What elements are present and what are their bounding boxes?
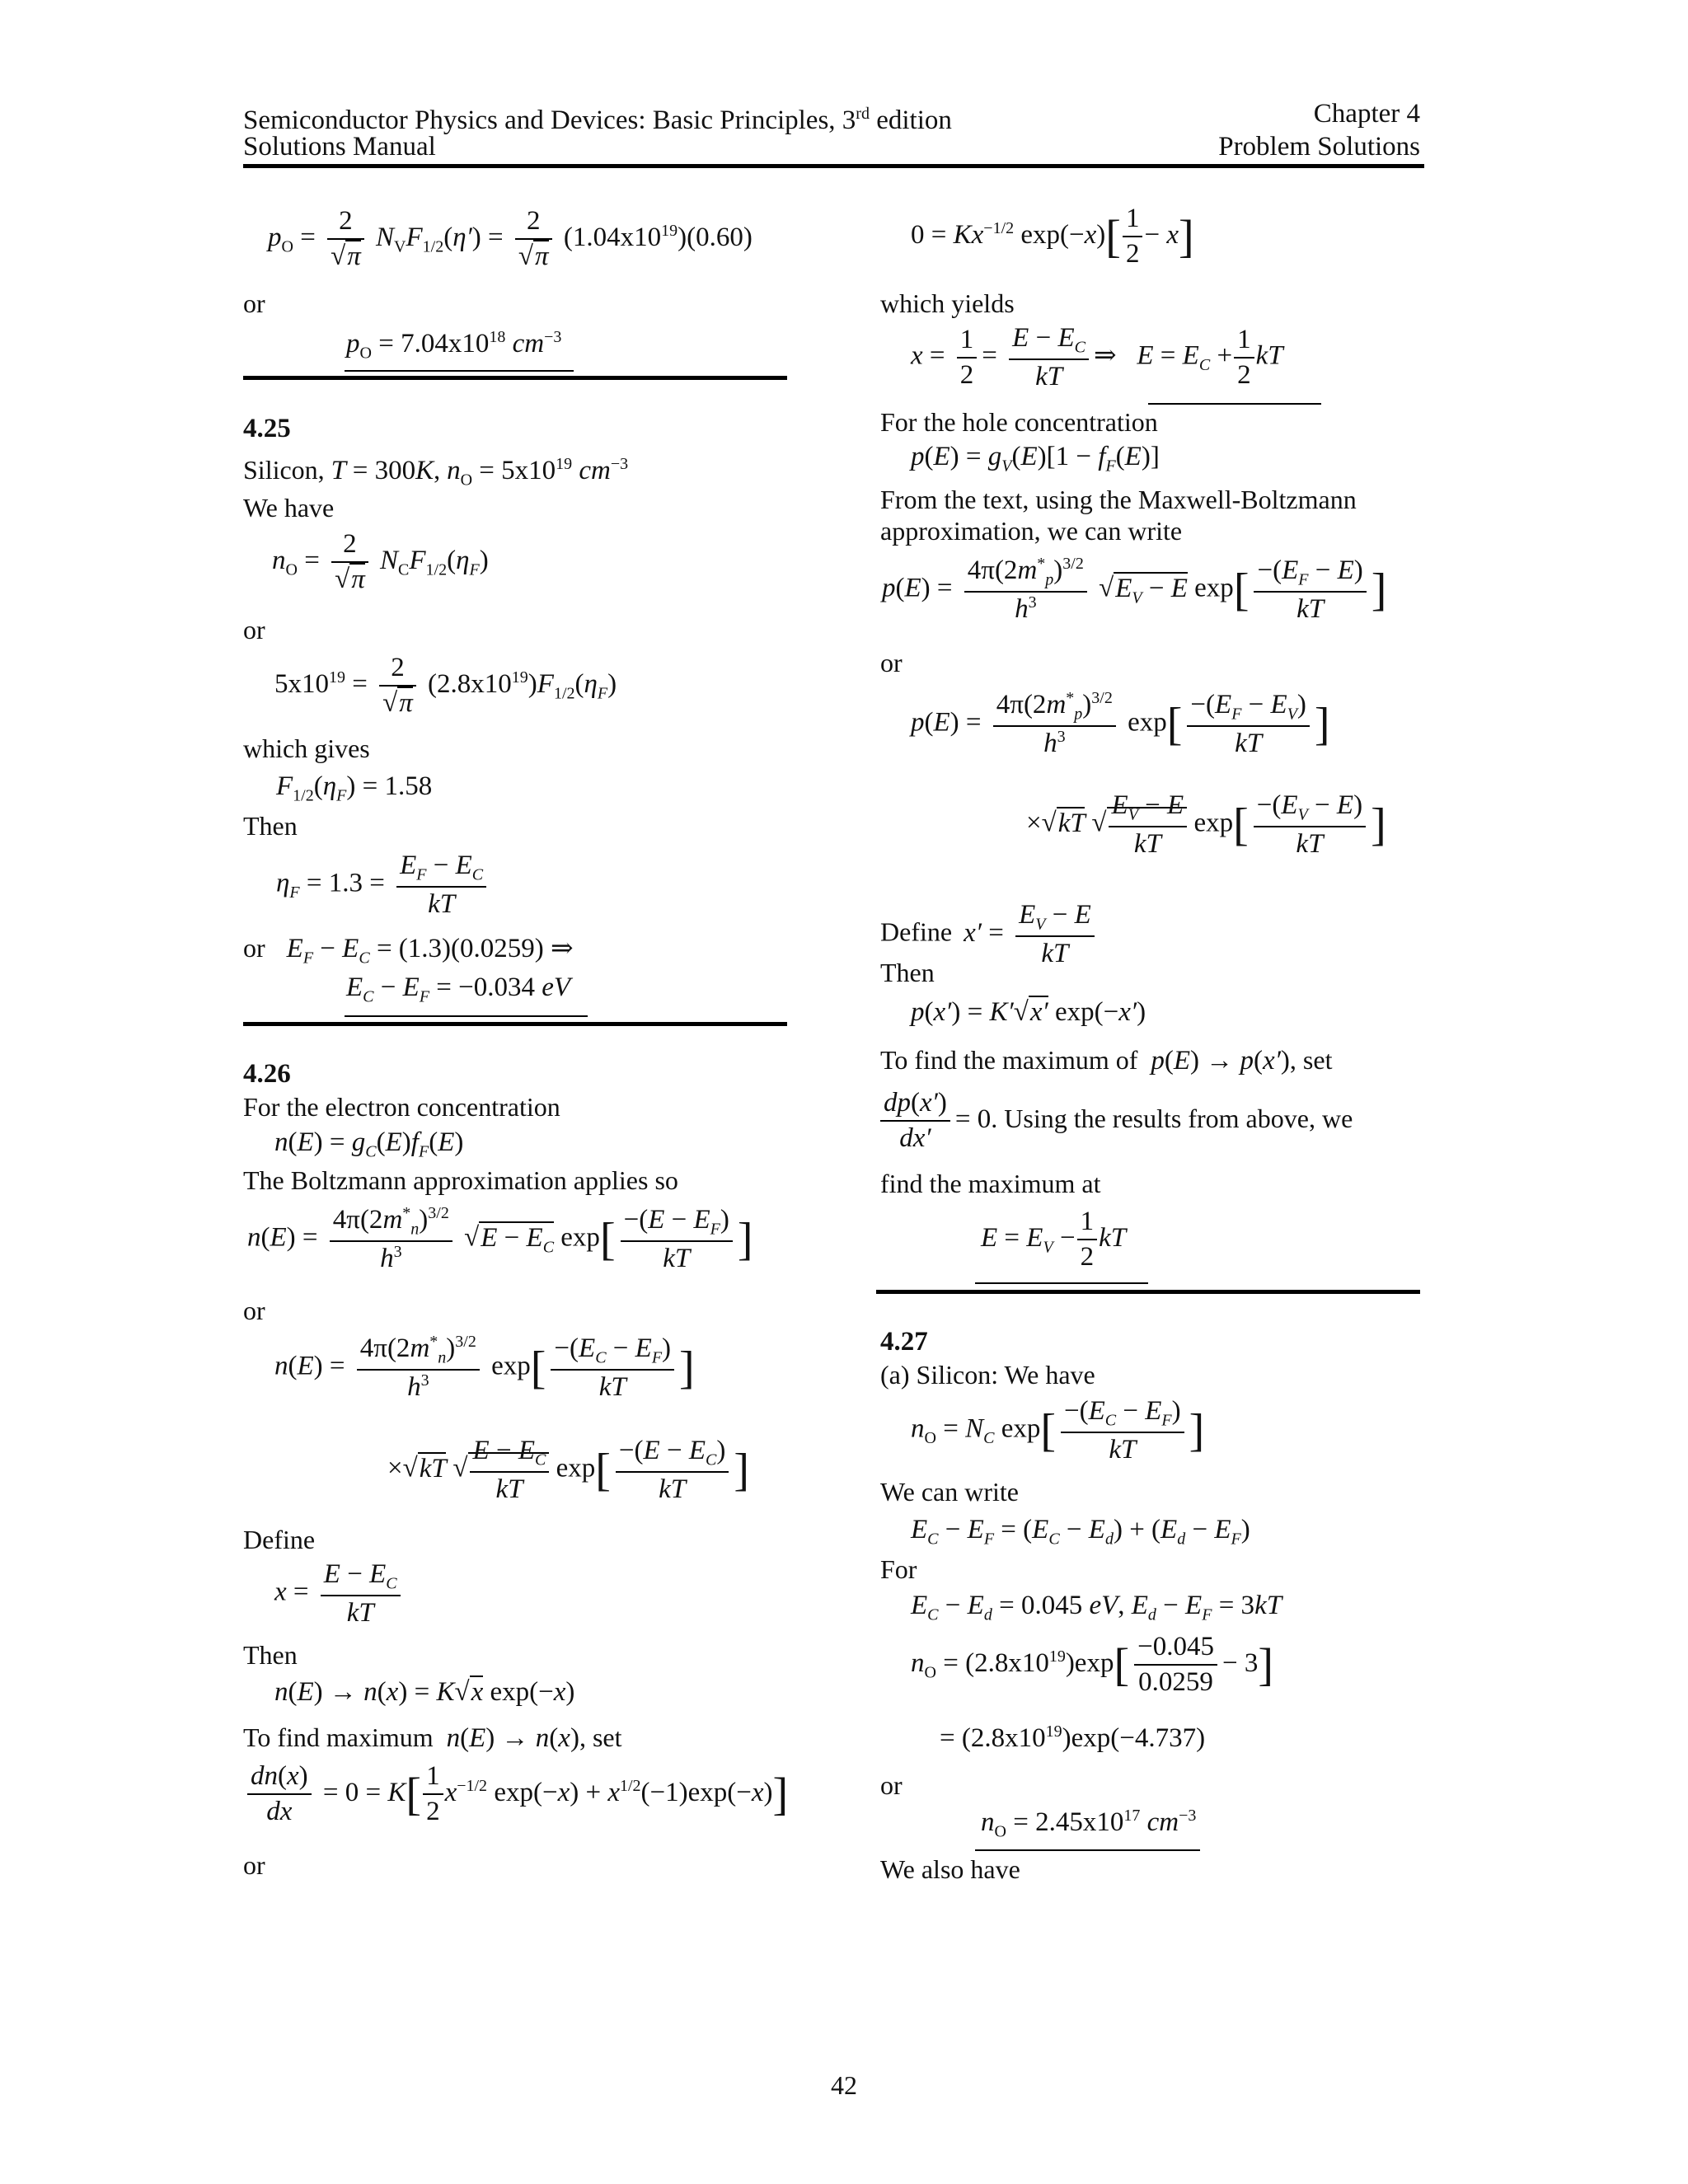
eq-no-numeric: $5x10^{19}$ = $\frac{2}{√\pi}$ $(2.8x10^{19})F_{1/2}(\eta_F)$ (274, 651, 617, 721)
eq-e-max-holes: $E = E_V$ − $\frac{1}{2}$ kT (981, 1205, 1126, 1275)
then-text: Then (880, 958, 935, 987)
or-text: or (880, 1770, 903, 1800)
eq-n-of-x: n(E) → n(x) = K√x exp(−x) (274, 1677, 575, 1707)
manual-subtitle: Solutions Manual (243, 132, 436, 162)
eq-eta-f: $\eta_F = 1.3$ = $\frac{E_F - E_C}{kT}$ (276, 849, 491, 921)
header-rule (243, 164, 1424, 168)
eq-ec-ef-result: $E_C - E_F = -0.034$ eV (346, 972, 571, 1006)
problem-separator (243, 376, 787, 380)
or-text: or (243, 288, 265, 318)
eq-fermi-value: $F_{1/2}(\eta_F) = 1.58$ (276, 771, 433, 805)
then-text: Then (243, 811, 298, 841)
eq-no-exp-value: = $(2.8x10^{19})\exp(-4.737)$ (940, 1722, 1206, 1753)
dp-dx-text: $\frac{dp(x')}{dx'}$ = 0. Using the results from above, we (880, 1086, 1353, 1156)
eq-n-of-e-expanded-cont: ×√kT √ $\frac{E - E_C}{kT}$ exp[ $\frac{-(E - E_C)}{kT}$ ] (387, 1434, 749, 1507)
eq-no-numeric-exp: $n_O = (2.8x10^{19})\exp$[ $\frac{-0.045}{0.0259}$ − 3] (911, 1630, 1273, 1700)
eq-ef-ec: or $E_F - E_C = (1.3)(0.0259)$ ⇒ (243, 933, 574, 968)
eq-define-x: x = $\frac{E - E_C}{kT}$ (274, 1558, 406, 1630)
eq-zero-derivative: $0 = Kx^{-1/2}$ exp(−x)[ $\frac{1}{2}$ − x] (911, 202, 1194, 272)
eq-no-result: $n_O = 2.45x10^{17}$ $cm^{-3}$ (981, 1807, 1197, 1841)
result-underline (975, 1282, 1148, 1284)
mb-text-line2: approximation, we can write (880, 516, 1183, 546)
define-text: Define (243, 1525, 316, 1554)
problem-number: 4.27 (880, 1327, 928, 1357)
electron-text: For the electron concentration (243, 1092, 560, 1122)
silicon-we-have-text: (a) Silicon: We have (880, 1360, 1095, 1390)
problem-number: 4.25 (243, 414, 291, 443)
or-text: or (243, 1850, 265, 1880)
problem-separator (243, 1022, 787, 1026)
eq-ec-ef-split: $E_C - E_F = (E_C - E_d) + (E_d - E_F)$ (911, 1515, 1250, 1549)
which-gives-text: which gives (243, 733, 370, 763)
eq-energy-levels: $E_C - E_d = 0.045$ eV, $E_d - E_F = 3kT$ (911, 1591, 1282, 1624)
given-conditions: Silicon, T = 300K, $n_O = 5x10^{19}$ $cm^{-3}$ (243, 455, 629, 490)
book-title: Semiconductor Physics and Devices: Basic Principles, 3rd edition (243, 105, 952, 135)
define-x-prime: Define x′ = $\frac{E_V - E}{kT}$ (880, 898, 1100, 971)
result-underline (975, 1849, 1200, 1851)
we-can-write-text: We can write (880, 1477, 1019, 1507)
we-have-text: We have (243, 493, 335, 523)
eq-dn-dx: $\frac{dn(x)}{dx}$ = 0 = K[ $\frac{1}{2}$ $x^{-1/2}$ $\exp(-x) + x^{1/2}(-1)\exp(-x)$] (247, 1760, 788, 1830)
or-text: or (880, 648, 903, 677)
eq-p-of-e-expanded-cont: ×√kT √ $\frac{E_V - E}{kT}$ exp[ $\frac{-(E_V - E)}{kT}$ ] (1026, 789, 1386, 861)
or-text: or (243, 1296, 265, 1325)
eq-n-of-e-full: n(E) = $\frac{4\pi(2m^*_n)^{3/2}}{h^3}$ $√E - E_C$ exp[ $\frac{-(E - E_F)}{kT}$ ] (247, 1203, 753, 1276)
problem-number: 4.26 (243, 1059, 291, 1089)
result-underline (345, 1015, 588, 1017)
eq-po-fermi-integral: $p_O$ = $\frac{2}{√\pi}$ $N_VF_{1/2}(\eta')$ = $\frac{2}{√\pi}$ $(1.04x10^{19})(0.60)$ (268, 204, 753, 274)
eq-n-of-e-expanded: n(E) = $\frac{4\pi(2m^*_n)^{3/2}}{h^3}$ exp[ $\frac{-(E_C - E_F)}{kT}$ ] (274, 1332, 695, 1404)
eq-no-fermi-integral: $n_O$ = $\frac{2}{√\pi}$ $N_CF_{1/2}(\eta_F)$ (272, 527, 489, 598)
eq-x-max: x = $\frac{1}{2}$ = $\frac{E - E_C}{kT}$ ⇒ $E = E_C$ + $\frac{1}{2}$ kT (911, 321, 1283, 394)
section-label: Problem Solutions (1218, 132, 1420, 162)
hole-text: For the hole concentration (880, 407, 1158, 437)
page-number: 42 (831, 2070, 857, 2100)
or-text: or (243, 615, 265, 644)
eq-p-of-x-prime: p(x′) = K′√x′ exp(−x′) (911, 997, 1146, 1027)
for-text: For (880, 1554, 917, 1584)
we-also-have-text: We also have (880, 1854, 1020, 1884)
eq-p-of-e: $p(E) = g_V(E)[1 - f_F(E)]$ (911, 442, 1160, 476)
which-yields-text: which yields (880, 288, 1015, 318)
find-max-of-text: To find the maximum of p(E) → p(x′), set (880, 1045, 1333, 1076)
eq-p-of-e-full: p(E) = $\frac{4\pi(2m^*_p)^{3/2}}{h^3}$ $√E_V - E$ exp[ $\frac{-(E_F - E)}{kT}$ ] (882, 554, 1386, 626)
find-max-at-text: find the maximum at (880, 1169, 1101, 1198)
boltzmann-text: The Boltzmann approximation applies so (243, 1165, 678, 1195)
eq-p-of-e-expanded: p(E) = $\frac{4\pi(2m^*_p)^{3/2}}{h^3}$ exp[ $\frac{-(E_F - E_V)}{kT}$ ] (911, 688, 1330, 761)
result-underline (345, 370, 574, 372)
problem-separator (876, 1290, 1420, 1294)
eq-po-result: $p_O = 7.04x10^{18}$ $cm^{-3}$ (346, 328, 562, 363)
eq-n-of-e: $n(E) = g_C(E)f_F(E)$ (274, 1127, 464, 1161)
eq-no-nc-exp: $n_O = N_C$ exp[ $\frac{-(E_C - E_F)}{kT}$ ] (911, 1394, 1204, 1467)
result-underline (1148, 403, 1321, 405)
mb-text-line1: From the text, using the Maxwell-Boltzmann (880, 485, 1357, 514)
chapter-label: Chapter 4 (1313, 99, 1420, 129)
find-max-text: To find maximum n(E) → n(x), set (243, 1722, 622, 1753)
then-text: Then (243, 1640, 298, 1670)
